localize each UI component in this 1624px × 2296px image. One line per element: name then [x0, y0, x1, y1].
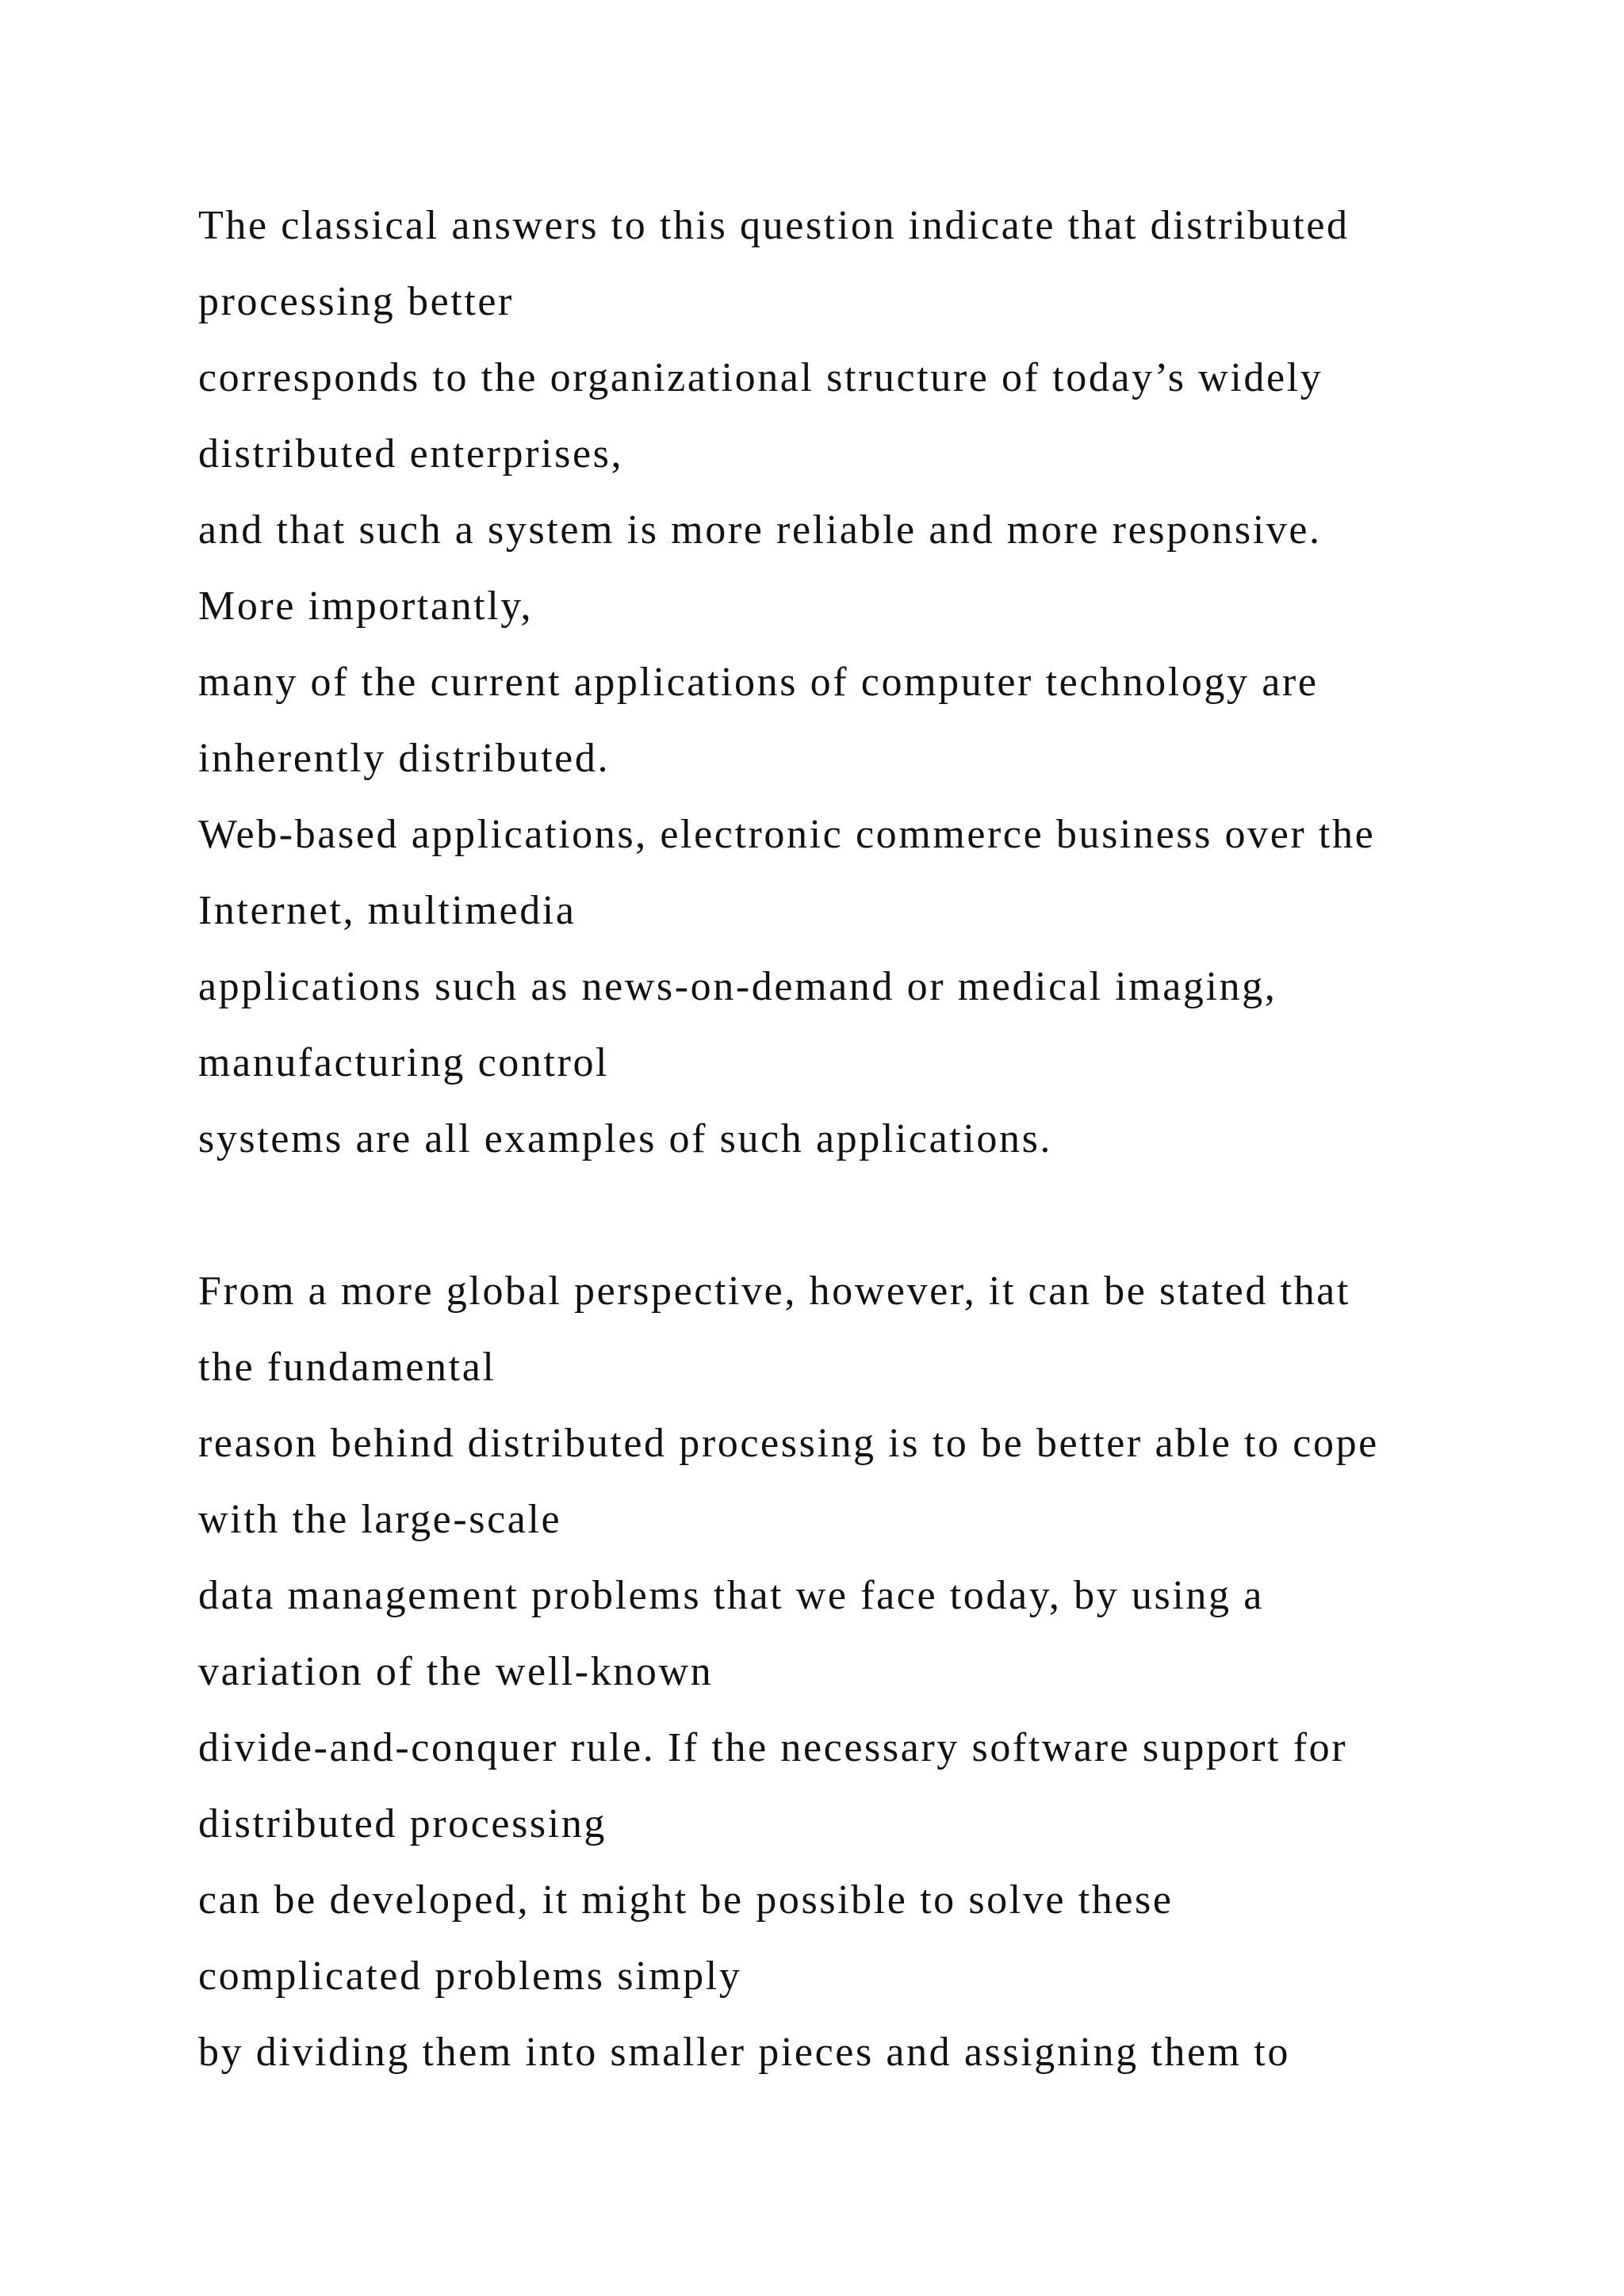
text-line: distributed enterprises, [198, 431, 624, 476]
paragraph-2 [198, 1253, 1546, 2091]
text-line: processing better [198, 279, 514, 324]
text-line: The classical answers to this question indicate that distributed [198, 203, 1350, 248]
text-line: applications such as news-on-demand or medical imaging, [198, 964, 1277, 1009]
text-line: manufacturing control [198, 1040, 610, 1085]
text-line: the fundamental [198, 1345, 496, 1390]
text-line: can be developed, it might be possible to solve these [198, 1877, 1174, 1923]
text-line: From a more global perspective, however, it can be stated that [198, 1269, 1350, 1314]
text-line: by dividing them into smaller pieces and assigning them to [198, 2030, 1290, 2075]
text-line: and that such a system is more reliable and more responsive. [198, 507, 1322, 553]
text-line: divide-and-conquer rule. If the necessary software support for [198, 1725, 1348, 1770]
text-line: reason behind distributed processing is to be better able to cope [198, 1421, 1379, 1466]
text-line: systems are all examples of such applications. [198, 1116, 1053, 1161]
text-line: many of the current applications of computer technology are [198, 660, 1319, 705]
text-line: Internet, multimedia [198, 888, 576, 933]
text-line: variation of the well-known [198, 1649, 714, 1694]
text-line: Web-based applications, electronic commerce business over the [198, 812, 1376, 857]
text-line: with the large-scale [198, 1497, 562, 1542]
text-line: inherently distributed. [198, 736, 611, 781]
paragraph-1 [198, 188, 1546, 1177]
text-line: distributed processing [198, 1801, 607, 1846]
text-line: corresponds to the organizational structure of today’s widely [198, 355, 1323, 400]
text-line: data management problems that we face today, by using a [198, 1573, 1264, 1618]
text-line: complicated problems simply [198, 1954, 742, 1999]
text-line: More importantly, [198, 584, 534, 629]
paragraph-spacer [198, 1177, 1546, 1253]
document-body [198, 188, 1546, 2091]
